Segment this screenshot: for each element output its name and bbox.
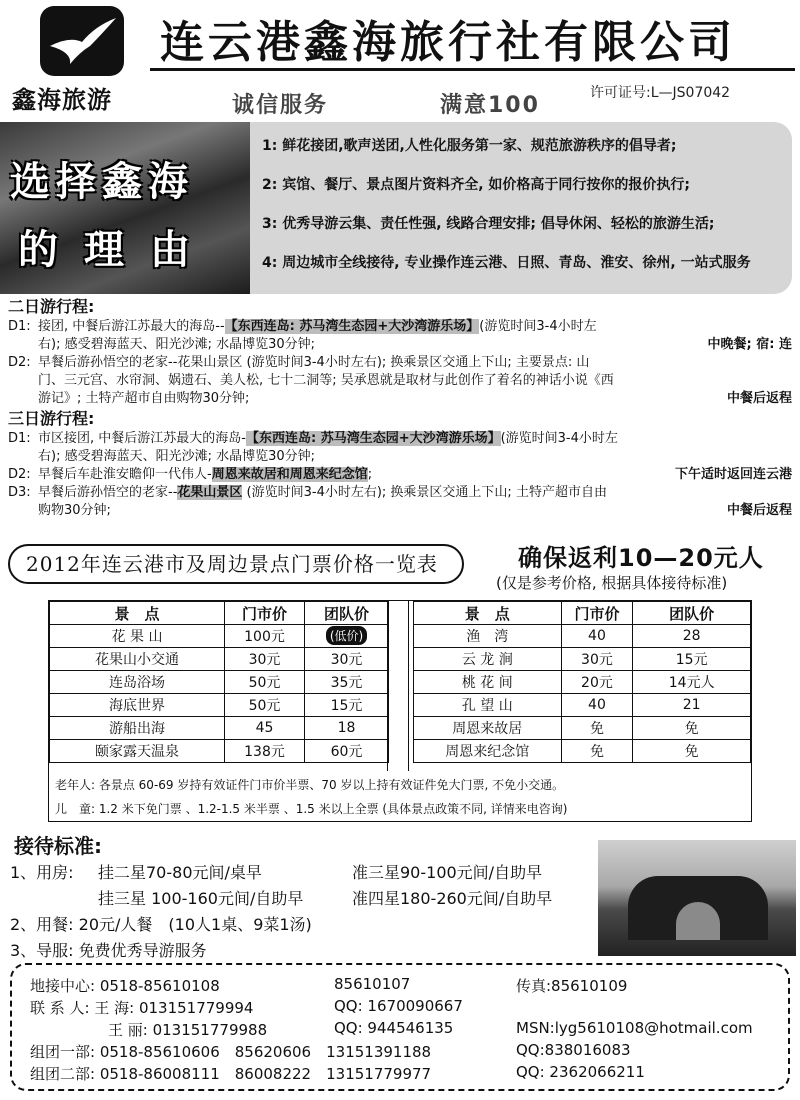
children-policy: 儿 童: 1.2 米下免门票 、1.2-1.5 米半票 、1.5 米以上全票 (具体景点政策不同, 详情来电咨询) bbox=[55, 802, 568, 816]
group-dept-2: 组团二部: 0518-86008111 86008222 13151779977 bbox=[30, 1065, 432, 1083]
attraction-name: 孔 望 山 bbox=[414, 694, 562, 717]
group-price: 免 bbox=[633, 740, 751, 763]
license-number: 许可证号:L—JS07042 bbox=[590, 85, 731, 101]
slogan-satisfaction: 满意100 bbox=[440, 93, 540, 118]
itinerary-day bbox=[8, 354, 792, 408]
column-header: 团队价 bbox=[633, 602, 751, 625]
reasons-title-line1: 选择鑫海 bbox=[10, 159, 194, 205]
itinerary-day bbox=[8, 466, 792, 484]
reception-center: 地接中心: 0518-85610108 bbox=[30, 977, 220, 995]
contact-person: 王 丽: 013151779988 bbox=[108, 1021, 268, 1039]
retail-price: 50元 bbox=[225, 671, 305, 694]
slogan-integrity: 诚信服务 bbox=[232, 93, 329, 118]
reasons-title-line2: 的理由 bbox=[18, 227, 216, 273]
group-price: 35元 bbox=[305, 671, 389, 694]
table-row bbox=[414, 671, 751, 694]
day-text: (游览时间3-4小时左右); 换乘景区交通上下山; 土特产超市自由 bbox=[242, 485, 607, 500]
table-row bbox=[50, 671, 389, 694]
day-tag: D1: bbox=[8, 431, 31, 446]
group-price-cell bbox=[305, 625, 389, 648]
rebate-headline: 确保返利10—20元人 bbox=[518, 544, 764, 572]
retail-price: 免 bbox=[561, 740, 633, 763]
table-row bbox=[50, 717, 389, 740]
price-table-right bbox=[413, 601, 751, 763]
day-tag: D2: bbox=[8, 355, 31, 370]
group-price: 免 bbox=[633, 717, 751, 740]
highlight-attraction: 花果山景区 bbox=[177, 485, 243, 500]
day-text: 右); 感受碧海蓝天、阳光沙滩; 水晶博览30分钟; bbox=[38, 449, 316, 464]
group-price: 30元 bbox=[305, 648, 389, 671]
table-divider bbox=[387, 601, 409, 771]
table-row bbox=[50, 648, 389, 671]
group-price: 21 bbox=[633, 694, 751, 717]
retail-price: 30元 bbox=[561, 648, 633, 671]
fax-number: 传真:85610109 bbox=[516, 977, 628, 995]
itinerary bbox=[8, 296, 792, 520]
qq-contact: QQ: 944546135 bbox=[334, 1019, 454, 1037]
highlight-attraction: 【东西连岛: 苏马湾生态园+大沙湾游乐场】 bbox=[224, 319, 480, 334]
qq-contact: QQ: 2362066211 bbox=[516, 1063, 645, 1081]
attraction-name: 周恩来纪念馆 bbox=[414, 740, 562, 763]
seagull-logo bbox=[40, 6, 124, 76]
table-row bbox=[50, 694, 389, 717]
retail-price: 40 bbox=[561, 694, 633, 717]
attraction-name: 周恩来故居 bbox=[414, 717, 562, 740]
arch-shape bbox=[676, 902, 720, 940]
logo-caption: 鑫海旅游 bbox=[12, 86, 112, 114]
table-row bbox=[414, 648, 751, 671]
day-text: 早餐后游孙悟空的老家-- bbox=[38, 485, 178, 500]
reason-item: 1: 鲜花接团,歌声送团,人性化服务第一家、规范旅游秩序的倡导者; bbox=[262, 138, 677, 154]
table-row bbox=[50, 625, 389, 648]
itinerary-day bbox=[8, 430, 792, 466]
retail-price: 138元 bbox=[225, 740, 305, 763]
group-price: 15元 bbox=[633, 648, 751, 671]
group-dept-1: 组团一部: 0518-85610606 85620606 13151391188 bbox=[30, 1043, 432, 1061]
room-option: 挂三星 100-160元间/自助早 bbox=[98, 889, 304, 908]
reason-item: 3: 优秀导游云集、责任性强, 线路合理安排; 倡导休闲、轻松的旅游生活; bbox=[262, 216, 715, 232]
table-row bbox=[50, 740, 389, 763]
day-text: ; bbox=[367, 467, 373, 482]
standards-list bbox=[10, 860, 600, 964]
table-row bbox=[414, 694, 751, 717]
day-text: 接团, 中餐后游江苏最大的海岛-- bbox=[38, 319, 225, 334]
day-tag: D1: bbox=[8, 319, 31, 334]
day-text: 游记》; 土特产超市自由购物30分钟; bbox=[38, 391, 250, 406]
qq-contact: QQ: 1670090667 bbox=[334, 997, 463, 1015]
group-price: 15元 bbox=[305, 694, 389, 717]
day-text: 市区接团, 中餐后游江苏最大的海岛- bbox=[38, 431, 246, 446]
room-label: 1、用房: bbox=[10, 863, 74, 882]
reasons-panel bbox=[0, 122, 792, 294]
itinerary-day bbox=[8, 484, 792, 520]
retail-price: 40 bbox=[561, 625, 633, 648]
reason-item: 2: 宾馆、餐厅、景点图片资料齐全, 如价格高于同行按你的报价执行; bbox=[262, 177, 691, 193]
attraction-name: 桃 花 间 bbox=[414, 671, 562, 694]
seagull-icon bbox=[40, 6, 124, 76]
scenic-gate-photo bbox=[598, 840, 796, 956]
table-row bbox=[414, 740, 751, 763]
attraction-name: 游船出海 bbox=[50, 717, 225, 740]
retail-price: 30元 bbox=[225, 648, 305, 671]
retail-price: 45 bbox=[225, 717, 305, 740]
column-header: 团队价 bbox=[305, 602, 389, 625]
itinerary-day bbox=[8, 318, 792, 354]
column-header: 景 点 bbox=[50, 602, 225, 625]
attraction-name: 云 龙 涧 bbox=[414, 648, 562, 671]
room-option: 挂二星70-80元间/桌早 bbox=[98, 863, 262, 882]
guide-standard: 3、导服: 免费优秀导游服务 bbox=[10, 941, 207, 960]
company-name: 连云港鑫海旅行社有限公司 bbox=[160, 17, 736, 68]
column-header: 景 点 bbox=[414, 602, 562, 625]
attraction-name: 连岛浴场 bbox=[50, 671, 225, 694]
day-text: 门、三元宫、水帘洞、娲遗石、美人松, 七十二洞等; 吴承恩就是取材与此创作了着名的神话小说《西 bbox=[38, 373, 614, 388]
group-price: 60元 bbox=[305, 740, 389, 763]
contact-person: 联 系 人: 王 海: 013151779994 bbox=[30, 999, 254, 1017]
column-header: 门市价 bbox=[561, 602, 633, 625]
qq-contact: QQ:838016083 bbox=[516, 1041, 631, 1059]
reception-phone2: 85610107 bbox=[334, 975, 411, 993]
msn-contact: MSN:lyg5610108@hotmail.com bbox=[516, 1019, 753, 1037]
day-text: 早餐后车赴淮安瞻仰一代伟人- bbox=[38, 467, 212, 482]
day-text: 购物30分钟; bbox=[38, 503, 111, 518]
price-table-box bbox=[48, 600, 752, 822]
room-option: 准三星90-100元间/自助早 bbox=[352, 863, 543, 882]
day-text: 早餐后游孙悟空的老家--花果山景区 (游览时间3-4小时左右); 换乘景区交通上下山; 主要景点: 山 bbox=[38, 355, 590, 370]
day-text: 右); 感受碧海蓝天、阳光沙滩; 水晶博览30分钟; bbox=[38, 337, 316, 352]
attraction-name: 渔 湾 bbox=[414, 625, 562, 648]
highlight-attraction: 【东西连岛: 苏马湾生态园+大沙湾游乐场】 bbox=[245, 431, 501, 446]
meal-note: 中餐后返程 bbox=[726, 503, 792, 518]
table-row bbox=[414, 625, 751, 648]
three-day-title: 三日游行程: bbox=[8, 409, 95, 428]
elderly-policy: 老年人: 各景点 60-69 岁持有效证件门市价半票、70 岁以上持有效证件免大门票, 不免小交通。 bbox=[55, 778, 565, 792]
return-note: 下午适时返回连云港 bbox=[674, 467, 792, 482]
room-option: 准四星180-260元间/自助早 bbox=[352, 889, 553, 908]
day-text: (游览时间3-4小时左 bbox=[479, 319, 597, 334]
low-price-badge: (低价) bbox=[326, 626, 367, 645]
attraction-name: 海底世界 bbox=[50, 694, 225, 717]
group-price: 14元人 bbox=[633, 671, 751, 694]
retail-price: 免 bbox=[561, 717, 633, 740]
retail-price: 100元 bbox=[225, 625, 305, 648]
day-tag: D2: bbox=[8, 467, 31, 482]
retail-price: 20元 bbox=[561, 671, 633, 694]
price-table-left bbox=[49, 601, 389, 763]
reason-item: 4: 周边城市全线接待, 专业操作连云港、日照、青岛、淮安、徐州, 一站式服务 bbox=[262, 255, 751, 271]
ticket-table-title: 2012年连云港市及周边景点门票价格一览表 bbox=[8, 544, 464, 584]
reason-list bbox=[262, 132, 787, 288]
group-price: 18 bbox=[305, 717, 389, 740]
meal-note: 中餐后返程 bbox=[726, 391, 792, 406]
retail-price: 50元 bbox=[225, 694, 305, 717]
attraction-name: 颐家露天温泉 bbox=[50, 740, 225, 763]
group-price: 28 bbox=[633, 625, 751, 648]
column-header: 门市价 bbox=[225, 602, 305, 625]
header-divider bbox=[150, 68, 795, 71]
meal-standard: 2、用餐: 20元/人餐 (10人1桌、9菜1汤) bbox=[10, 915, 312, 934]
rebate-note: (仅是参考价格, 根据具体接待标准) bbox=[496, 574, 728, 592]
attraction-name: 花果山小交通 bbox=[50, 648, 225, 671]
two-day-title: 二日游行程: bbox=[8, 297, 95, 316]
ticket-notes bbox=[55, 773, 567, 821]
standards-title: 接待标准: bbox=[14, 834, 102, 858]
day-tag: D3: bbox=[8, 485, 31, 500]
contact-box bbox=[10, 963, 790, 1091]
highlight-attraction: 周恩来故居和周恩来纪念馆 bbox=[211, 467, 368, 482]
day-text: (游览时间3-4小时左 bbox=[500, 431, 618, 446]
meal-note: 中晚餐; 宿: 连 bbox=[707, 337, 792, 352]
attraction-name: 花 果 山 bbox=[50, 625, 225, 648]
reasons-banner-image bbox=[0, 122, 250, 294]
page-header bbox=[0, 0, 800, 120]
table-row bbox=[414, 717, 751, 740]
